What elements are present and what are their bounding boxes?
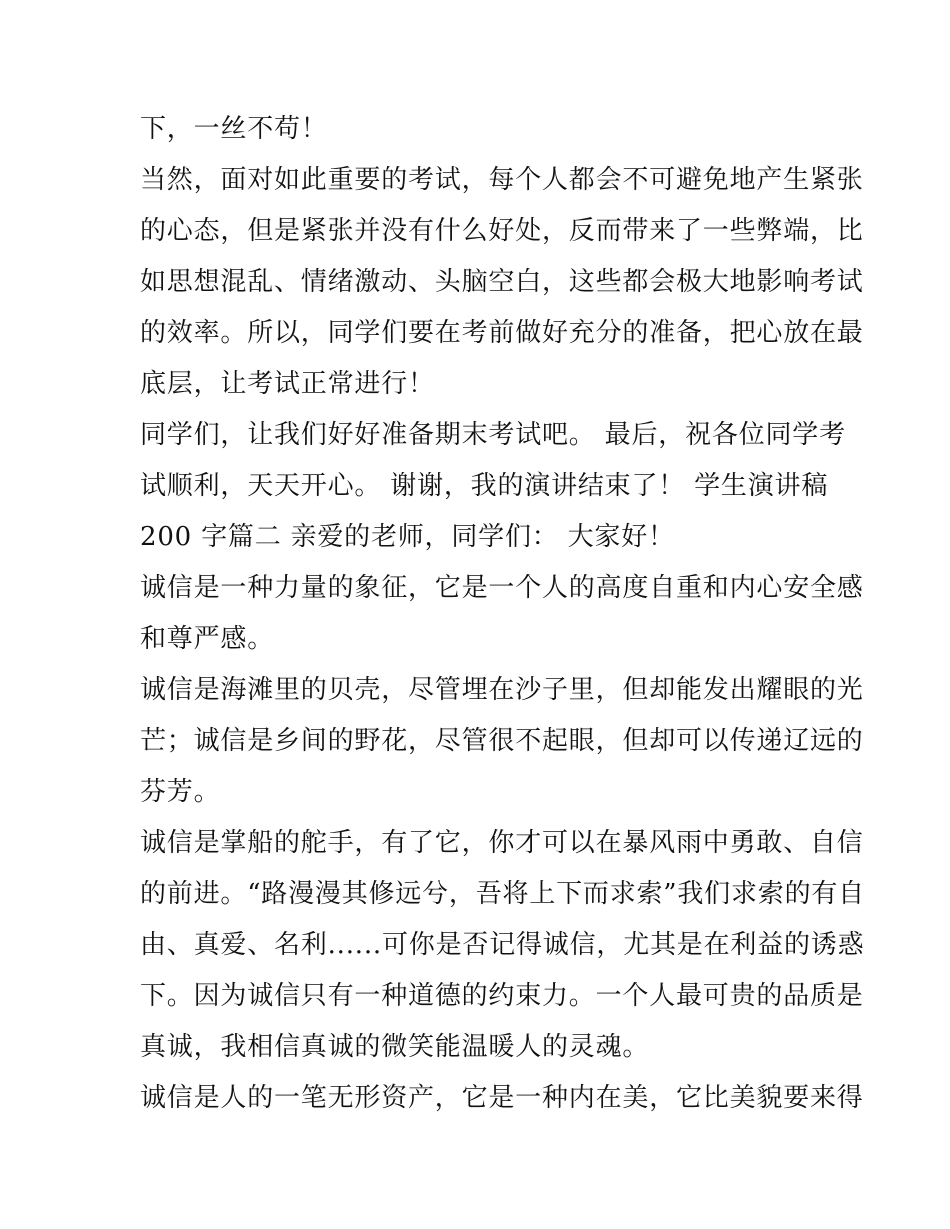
text-line: 芒；诚信是乡间的野花，尽管很不起眼，但却可以传递辽远的 — [140, 726, 864, 756]
text-line: 的前进。“路漫漫其修远兮，吾将上下而求索”我们求索的有自 — [140, 879, 865, 909]
text-line: 200 字篇二 亲爱的老师，同学们： 大家好！ — [140, 522, 675, 552]
text-line: 同学们，让我们好好准备期末考试吧。 最后，祝各位同学考 — [140, 420, 846, 450]
text-line: 下。因为诚信只有一种道德的约束力。一个人最可贵的品质是 — [140, 981, 864, 1011]
text-line: 当然，面对如此重要的考试，每个人都会不可避免地产生紧张 — [140, 165, 864, 195]
text-line: 诚信是海滩里的贝壳，尽管埋在沙子里，但却能发出耀眼的光 — [140, 675, 864, 705]
text-line: 试顺利，天天开心。 谢谢，我的演讲结束了！ 学生演讲稿 — [140, 471, 829, 501]
text-line: 真诚，我相信真诚的微笑能温暖人的灵魂。 — [140, 1032, 650, 1062]
text-line: 下，一丝不苟！ — [140, 114, 328, 144]
text-line: 诚信是掌船的舵手，有了它，你才可以在暴风雨中勇敢、自信 — [140, 828, 864, 858]
text-line: 底层，让考试正常进行！ — [140, 369, 435, 399]
text-line: 由、真爱、名利......可你是否记得诚信，尤其是在利益的诱惑 — [140, 930, 865, 960]
text-line: 的效率。所以，同学们要在考前做好充分的准备，把心放在最 — [140, 318, 864, 348]
text-line: 如思想混乱、情绪激动、头脑空白，这些都会极大地影响考试 — [140, 267, 864, 297]
text-line: 芬芳。 — [140, 777, 221, 807]
text-line: 诚信是一种力量的象征，它是一个人的高度自重和内心安全感 — [140, 573, 864, 603]
text-line: 和尊严感。 — [140, 624, 275, 654]
text-line: 诚信是人的一笔无形资产，它是一种内在美，它比美貌要来得 — [140, 1083, 864, 1113]
text-line: 的心态，但是紧张并没有什么好处，反而带来了一些弊端，比 — [140, 216, 864, 246]
